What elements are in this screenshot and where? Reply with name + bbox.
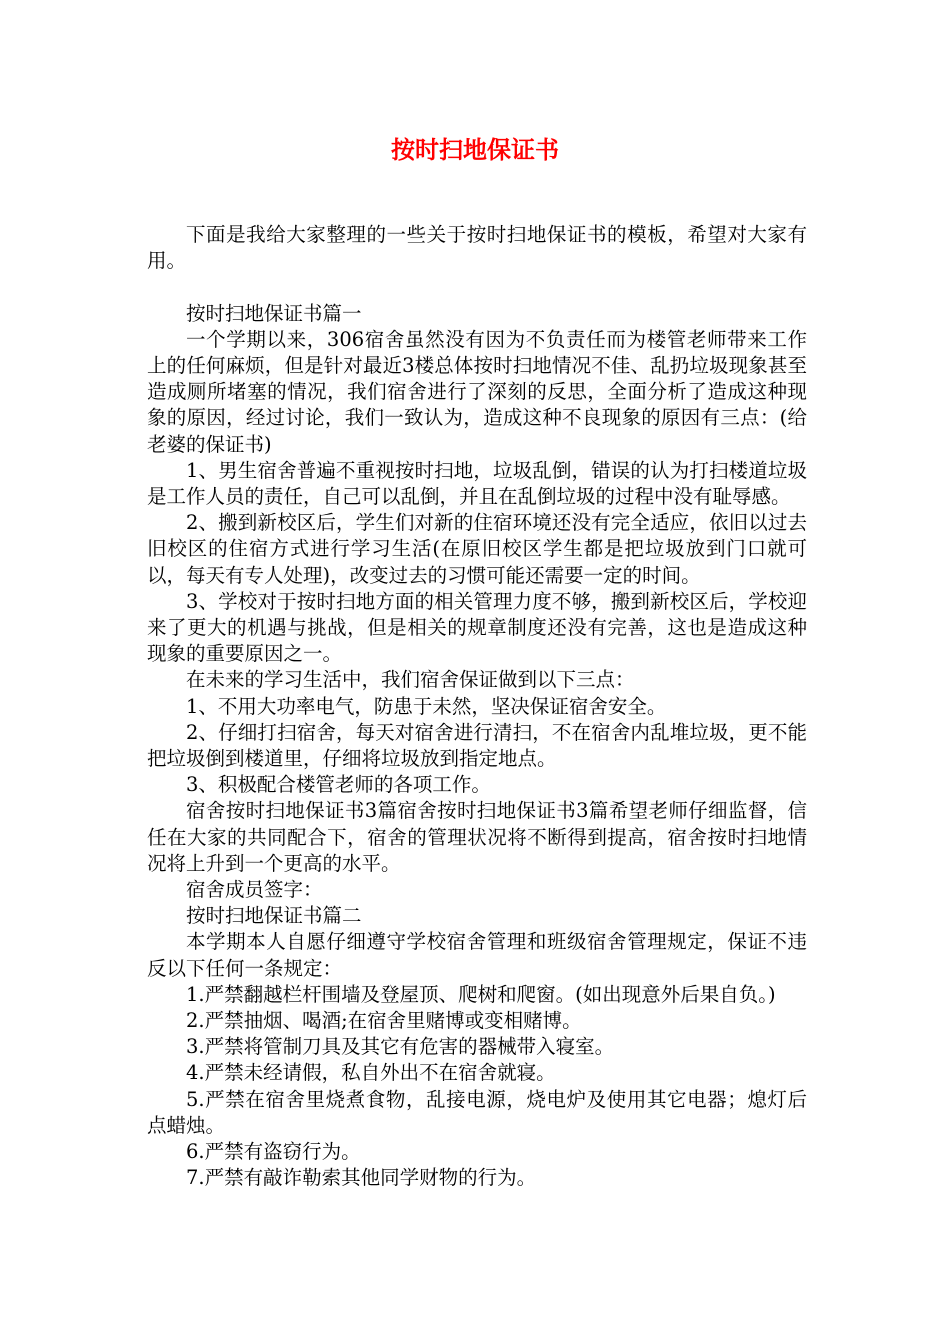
rule-item: 6.严禁有盗窃行为。 [186, 1140, 361, 1164]
document-title: 按时扫地保证书 [391, 136, 559, 164]
section-heading-one: 按时扫地保证书篇一 [186, 301, 362, 325]
paragraph: 一个学期以来，306宿舍虽然没有因为不负责任而为楼管老师带来工作上的任何麻烦，但是针对最近3楼总体按时扫地情况不佳、乱扔垃圾现象甚至造成厕所堵塞的情况，我们宿舍进行了深刻的反思，全面分析了造成这种现象的原因，经过讨论，我们一致认为，造成这种不良现象的原因有三点：(给老婆的保证书) [147, 327, 807, 456]
rule-item: 2.严禁抽烟、喝酒;在宿舍里赌博或变相赌博。 [186, 1009, 582, 1033]
document-body [147, 222, 807, 1192]
paragraph: 3、积极配合楼管老师的各项工作。 [186, 773, 491, 797]
signature-line: 宿舍成员签字： [186, 878, 323, 902]
section-heading-two: 按时扫地保证书篇二 [186, 904, 362, 928]
rule-item: 4.严禁未经请假，私自外出不在宿舍就寝。 [186, 1061, 556, 1085]
paragraph: 2、仔细打扫宿舍，每天对宿舍进行清扫，不在宿舍内乱堆垃圾，更不能把垃圾倒到楼道里，仔细将垃圾放到指定地点。 [147, 720, 807, 771]
paragraph: 3、学校对于按时扫地方面的相关管理力度不够，搬到新校区后，学校迎来了更大的机遇与挑战，但是相关的规章制度还没有完善，这也是造成这种现象的重要原因之一。 [147, 589, 807, 666]
paragraph-spacer [147, 274, 807, 300]
paragraph: 1、不用大功率电气，防患于未然，坚决保证宿舍安全。 [186, 694, 667, 718]
paragraph: 宿舍按时扫地保证书3篇宿舍按时扫地保证书3篇希望老师仔细监督，信任在大家的共同配合下，宿舍的管理状况将不断得到提高，宿舍按时扫地情况将上升到一个更高的水平。 [147, 799, 807, 875]
rule-item: 1.严禁翻越栏杆围墙及登屋顶、爬树和爬窗。(如出现意外后果自负。) [186, 982, 776, 1006]
rule-item: 3.严禁将管制刀具及其它有危害的器械带入寝室。 [186, 1035, 615, 1059]
rule-item: 7.严禁有敲诈勒索其他同学财物的行为。 [186, 1166, 537, 1190]
paragraph: 1、男生宿舍普遍不重视按时扫地，垃圾乱倒，错误的认为打扫楼道垃圾是工作人员的责任，自己可以乱倒，并且在乱倒垃圾的过程中没有耻辱感。 [147, 458, 807, 509]
rule-item: 5.严禁在宿舍里烧煮食物，乱接电源，烧电炉及使用其它电器；熄灯后点蜡烛。 [147, 1087, 807, 1137]
paragraph: 在未来的学习生活中，我们宿舍保证做到以下三点： [186, 668, 635, 692]
intro-paragraph: 下面是我给大家整理的一些关于按时扫地保证书的模板，希望对大家有用。 [147, 223, 807, 273]
paragraph: 本学期本人自愿仔细遵守学校宿舍管理和班级宿舍管理规定，保证不违反以下任何一条规定： [147, 930, 807, 980]
paragraph: 2、搬到新校区后，学生们对新的住宿环境还没有完全适应，依旧以过去旧校区的住宿方式进行学习生活(在原旧校区学生都是把垃圾放到门口就可以，每天有专人处理)，改变过去的习惯可能还需要一定的时间。 [147, 511, 807, 587]
